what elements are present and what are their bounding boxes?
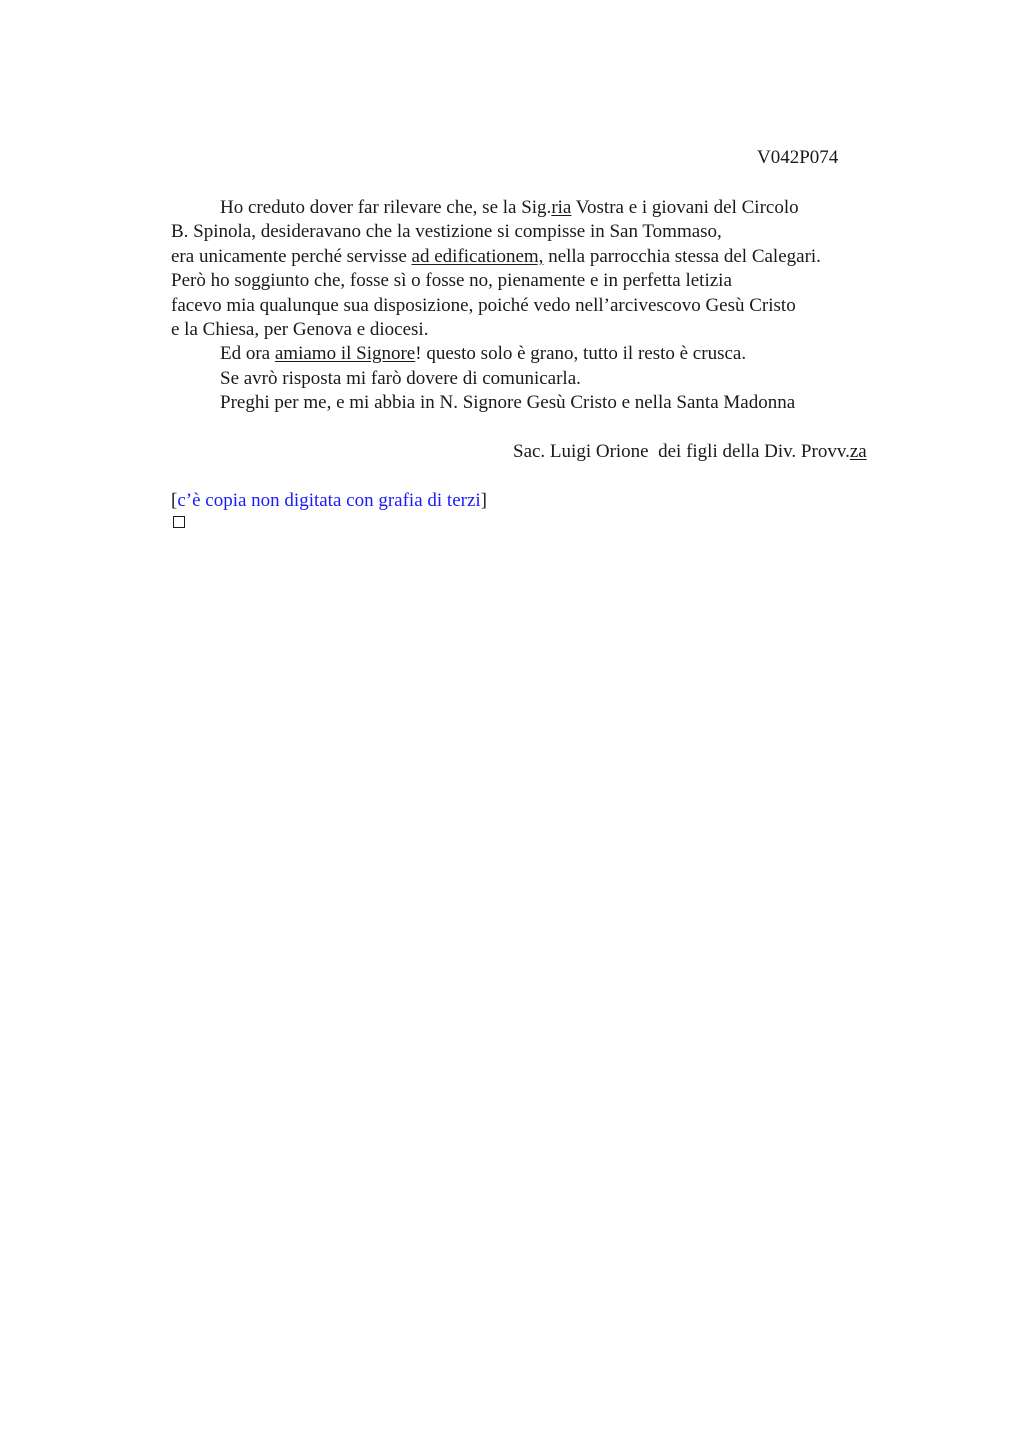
underlined-text: amiamo il Signore	[274, 343, 416, 365]
paragraph-1-line-4: Però ho soggiunto che, fosse sì o fosse no, pienamente e in perfetta letizia	[171, 270, 732, 292]
paragraph-2	[171, 342, 931, 366]
text-segment: era unicamente perché servisse	[171, 245, 412, 267]
signature-underlined: za	[849, 441, 867, 462]
page-id: V042P074	[757, 147, 839, 168]
text-segment: Ho creduto dover far rilevare che, se la Sig.	[220, 197, 552, 218]
bracket-close: ]	[480, 490, 487, 511]
text-segment: Vostra e i giovani del Circolo	[571, 197, 799, 218]
paragraph-4: Preghi per me, e mi abbia in N. Signore Gesù Cristo e nella Santa Madonna	[220, 392, 796, 414]
bracket-open: [	[171, 490, 178, 511]
paragraph-1-line-5: facevo mia qualunque sua disposizione, poiché vedo nell’arcivescovo Gesù Cristo	[171, 294, 796, 316]
paragraph-1-line-1	[171, 196, 931, 220]
checkbox-square-icon	[173, 516, 185, 528]
underlined-text: ad edificationem,	[411, 245, 544, 267]
text-segment: Ed ora	[220, 343, 275, 365]
text-segment: nella parrocchia stessa del Calegari.	[543, 245, 821, 267]
paragraph-1-line-2: B. Spinola, desideravano che la vestizione si compisse in San Tommaso,	[171, 221, 722, 243]
paragraph-3: Se avrò risposta mi farò dovere di comunicarla.	[220, 367, 581, 389]
editorial-note	[171, 489, 487, 513]
signature	[513, 440, 867, 464]
paragraph-1-line-3	[171, 245, 931, 269]
note-text: c’è copia non digitata con grafia di terzi	[177, 490, 481, 511]
text-segment: ! questo solo è grano, tutto il resto è crusca.	[415, 343, 747, 365]
underlined-text: ria	[551, 197, 572, 218]
letter-body	[171, 196, 931, 416]
signature-text: Sac. Luigi Orione dei figli della Div. Provv.	[513, 441, 850, 462]
paragraph-1-line-6: e la Chiesa, per Genova e diocesi.	[171, 318, 429, 340]
